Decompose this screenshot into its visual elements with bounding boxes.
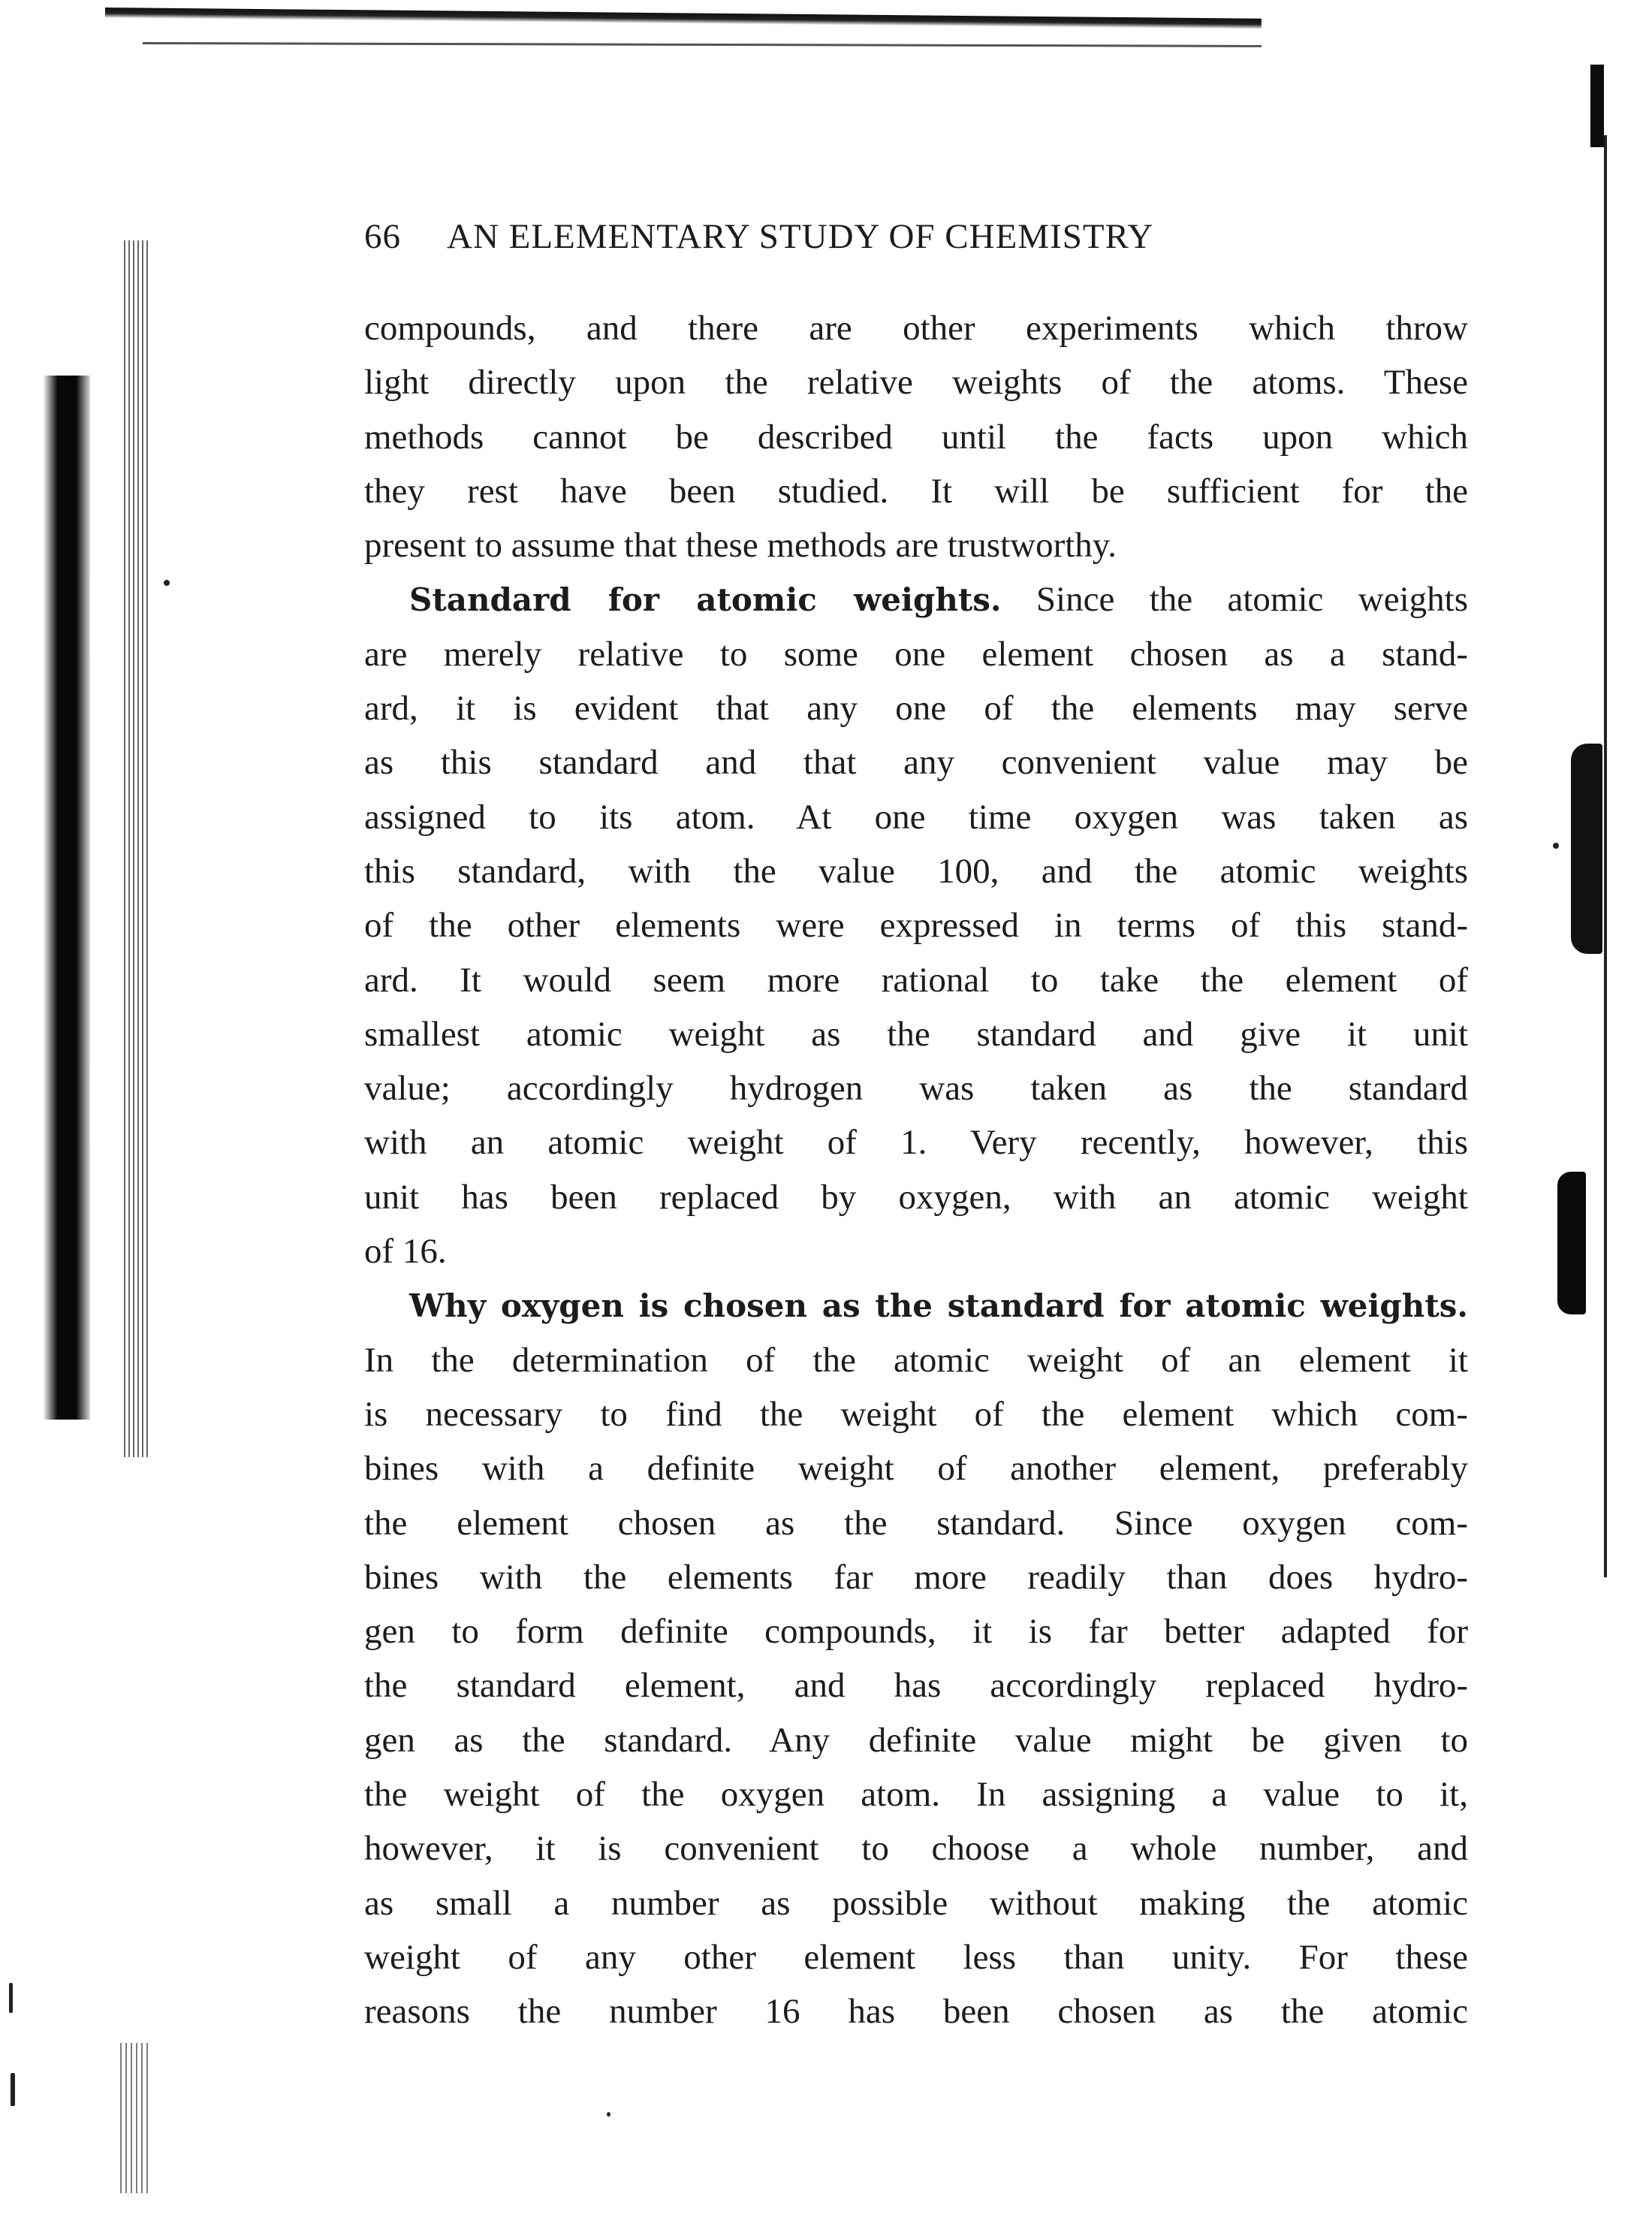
text-line: however, it is convenient to choose a whole number, and xyxy=(364,1829,1468,1869)
section-heading: Why oxygen is chosen as the standard for atomic weights. xyxy=(409,1287,1468,1325)
text-line-rest: Since the atomic weights xyxy=(1001,580,1468,620)
text-line: light directly upon the relative weights of the atoms. These xyxy=(364,363,1468,403)
page-number: 66 xyxy=(364,217,401,256)
paragraph xyxy=(364,301,1468,572)
text-line: they rest have been studied. It will be sufficient for the xyxy=(364,471,1468,511)
text-line: bines with the elements far more readily than does hydro- xyxy=(364,1557,1468,1597)
scan-speck xyxy=(164,580,170,586)
text-line: present to assume that these methods are trustworthy. xyxy=(364,526,1117,566)
scan-mark-right-lower xyxy=(1557,1172,1586,1314)
text-line: as small a number as possible without making the atomic xyxy=(364,1883,1468,1923)
text-line: the standard element, and has accordingly replaced hydro- xyxy=(364,1666,1468,1706)
text-line: bines with a definite weight of another element, preferably xyxy=(364,1449,1468,1489)
scan-shadow-left xyxy=(44,376,90,1420)
text-line: the weight of the oxygen atom. In assigning a value to it, xyxy=(364,1775,1468,1815)
scan-speck xyxy=(607,2112,610,2117)
scan-speck xyxy=(9,1983,13,2013)
text-line: gen as the standard. Any definite value might be given to xyxy=(364,1720,1468,1760)
scan-speck xyxy=(11,2073,15,2106)
scan-edge-top xyxy=(105,8,1262,29)
text-line xyxy=(364,1278,1468,1332)
scan-edge-right xyxy=(1604,135,1607,1577)
text-line: ard. It would seem more rational to take the element of xyxy=(364,960,1468,1000)
scan-mark-right-top xyxy=(1590,65,1604,147)
scan-mark-right-upper xyxy=(1571,744,1602,954)
text-line: of the other elements were expressed in terms of this stand- xyxy=(364,906,1468,946)
section-heading: Standard for atomic weights. xyxy=(409,581,1002,619)
text-line: ard, it is evident that any one of the elements may serve xyxy=(364,689,1468,729)
running-head xyxy=(364,216,1476,261)
text-line: with an atomic weight of 1. Very recently, however, this xyxy=(364,1123,1468,1163)
text-line: value; accordingly hydrogen was taken as the standard xyxy=(364,1069,1468,1109)
text-line: compounds, and there are other experiments which throw xyxy=(364,309,1468,348)
text-line: assigned to its atom. At one time oxygen was taken as xyxy=(364,797,1468,837)
text-line: is necessary to find the weight of the element which com- xyxy=(364,1394,1468,1434)
text-line: In the determination of the atomic weight of an element it xyxy=(364,1340,1468,1380)
text-line xyxy=(364,572,1468,626)
paragraph xyxy=(364,1278,1468,2038)
scan-streak-left-low xyxy=(120,2043,150,2193)
text-line: unit has been replaced by oxygen, with an atomic weight xyxy=(364,1177,1468,1217)
text-line: are merely relative to some one element chosen as a stand- xyxy=(364,634,1468,674)
text-line: weight of any other element less than unity. For these xyxy=(364,1937,1468,1977)
text-line: gen to form definite compounds, it is far better adapted for xyxy=(364,1612,1468,1652)
text-line: reasons the number 16 has been chosen as the atomic xyxy=(364,1992,1468,2032)
body-text xyxy=(364,301,1468,2039)
scan-streak-left xyxy=(124,240,151,1457)
running-title: AN ELEMENTARY STUDY OF CHEMISTRY xyxy=(447,217,1154,256)
text-line: methods cannot be described until the facts upon which xyxy=(364,417,1468,457)
text-line: as this standard and that any convenient value may be xyxy=(364,743,1468,783)
text-line: smallest atomic weight as the standard and give it unit xyxy=(364,1014,1468,1054)
paragraph xyxy=(364,572,1468,1278)
text-line: of 16. xyxy=(364,1232,447,1272)
text-line: this standard, with the value 100, and the atomic weights xyxy=(364,851,1468,891)
scan-speck xyxy=(1553,843,1559,849)
scan-edge-top-thin xyxy=(143,42,1262,47)
text-line: the element chosen as the standard. Since oxygen com- xyxy=(364,1503,1468,1543)
